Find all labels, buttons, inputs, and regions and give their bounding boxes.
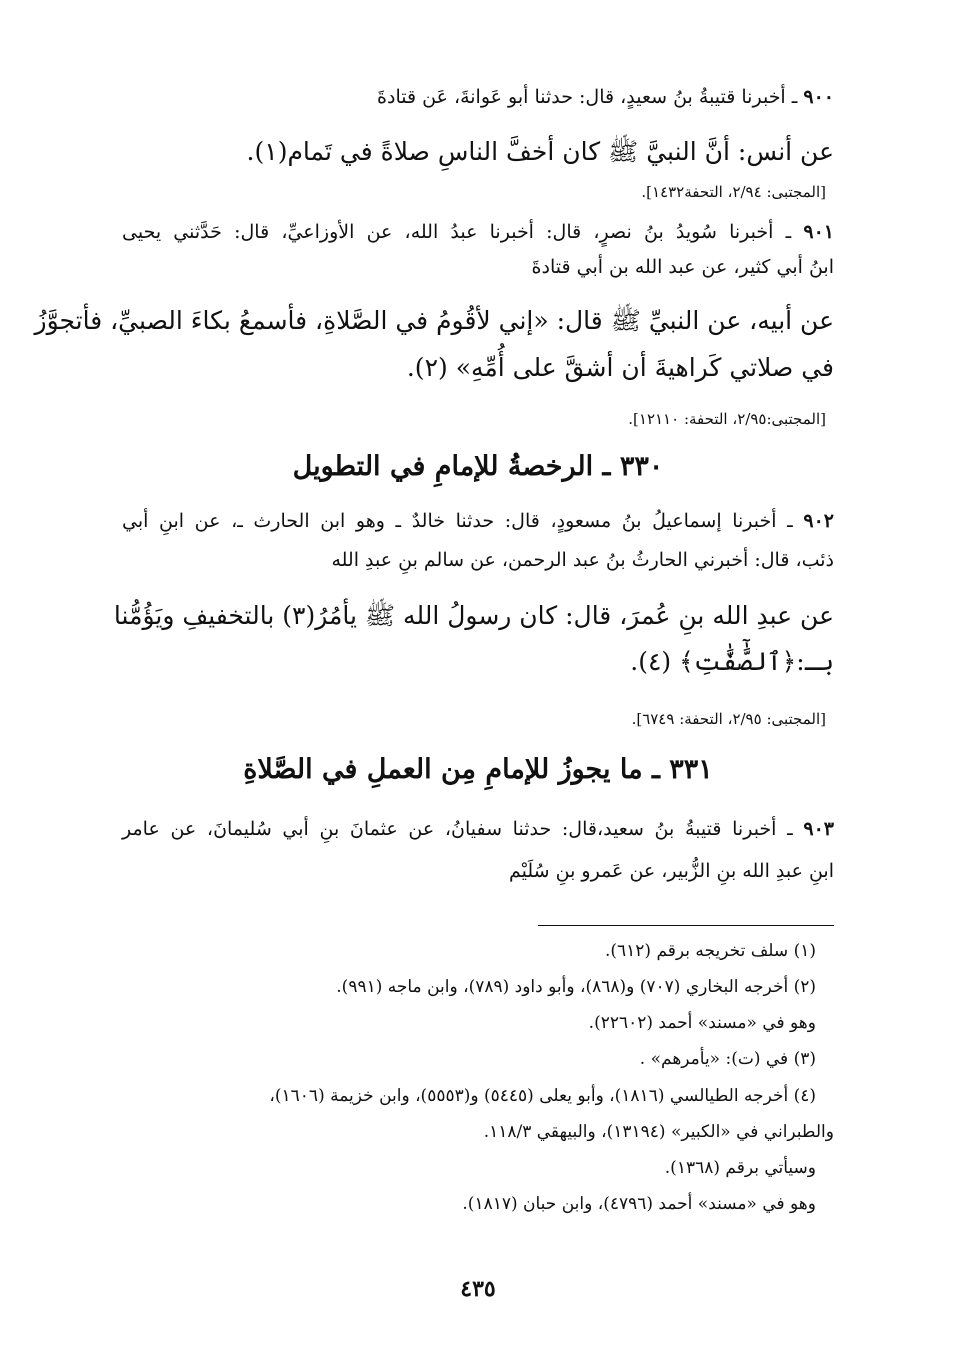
hadith-900-reference: [المجتبى: ٢/٩٤، التحفة١٤٣٢]. [641,183,826,201]
hadith-902-isnad: ٩٠٢ ـ أخبرنا إسماعيلُ بنُ مسعودٍ، قال: حدثنا خالدٌ ـ وهو ابن الحارث ـ، عن ابنِ أبي [122,510,834,532]
hadith-number: ٩٠١ [803,221,834,243]
hadith-900-isnad: ٩٠٠ ـ أخبرنا قتيبةُ بنُ سعيدٍ، قال: حدثنا أبو عَوانةَ، عَن قتادةَ [377,86,834,108]
footnote-4-cont: والطبراني في «الكبير» (١٣١٩٤)، والبيهقي ١١٨/٣. [483,1122,834,1142]
footnote-2: (٢) أخرجه البخاري (٧٠٧) و(٨٦٨)، وأبو داود (٧٨٩)، وابن ماجه (٩٩١). [336,977,816,997]
hadith-903-isnad: ٩٠٣ ـ أخبرنا قتيبةُ بنُ سعيد،قال: حدثنا سفيانُ، عن عثمانَ بنِ أبي سُليمانَ، عن عامر [122,818,834,840]
hadith-901-matn-cont: في صلاتي كَراهيةَ أن أشقَّ على أُمِّهِ» (٢). [406,353,834,382]
chapter-331-heading: ٣٣١ ـ ما يجوزُ للإمامِ مِن العملِ في الصَّلاةِ [243,754,713,785]
hadith-902-matn: عن عبدِ الله بنِ عُمرَ، قال: كان رسولُ الله ﷺ يأمُرُ(٣) بالتخفيفِ ويَؤُمُّنا [113,601,834,630]
hadith-901-reference: [المجتبى:٢/٩٥، التحفة: ١٢١١٠]. [628,410,826,428]
footnote-4-see-also: وسيأتي برقم (١٣٦٨). [664,1158,816,1178]
hadith-number: ٩٠٢ [803,510,834,532]
footnote-2-cont: وهو في «مسند» أحمد (٢٢٦٠٢). [588,1013,816,1033]
footnote-3: (٣) في (ت): «يأمرهم» . [639,1049,816,1069]
hadith-901-isnad: ٩٠١ ـ أخبرنا سُويدُ بنُ نصرٍ، قال: أخبرنا عبدُ الله، عن الأوزاعيِّ، قال: حَدَّثني يحيى [122,221,834,243]
hadith-900-matn: عن أنس: أنَّ النبيَّ ﷺ كان أخفَّ الناسِ صلاةً في تَمام(١). [246,137,834,166]
hadith-902-matn-cont: بـ:﴿ٱلصَّٰٓفَّٰتِ﴾ (٤). [630,647,834,676]
page-number: ٤٣٥ [460,1276,496,1302]
hadith-903-isnad-cont: ابنِ عبدِ الله بنِ الزُّبير، عن عَمرو بنِ سُلَيْم [509,860,834,882]
footnote-4: (٤) أخرجه الطيالسي (١٨١٦)، وأبو يعلى (٥٤٤٥) و(٥٥٥٣)، وابن خزيمة (١٦٠٦)، [269,1086,816,1106]
hadith-number: ٩٠٠ [803,86,834,108]
footnote-1: (١) سلف تخريجه برقم (٦١٢). [604,941,816,961]
hadith-number: ٩٠٣ [803,818,834,840]
hadith-902-reference: [المجتبى: ٢/٩٥، التحفة: ٦٧٤٩]. [631,710,826,728]
chapter-330-heading: ٣٣٠ ـ الرخصةُ للإمامِ في التطويل [292,451,664,482]
hadith-901-isnad-cont: ابنُ أبي كثير، عن عبد الله بن أبي قتادةَ [531,256,834,278]
hadith-902-isnad-cont: ذئب، قال: أخبرني الحارثُ بنُ عبد الرحمن، عن سالم بنِ عبدِ الله [331,549,834,571]
footnote-4-musnad: وهو في «مسند» أحمد (٤٧٩٦)، وابن حبان (١٨١٧). [462,1194,816,1214]
hadith-901-matn: عن أبيه، عن النبيِّ ﷺ قال: «إني لأقُومُ في الصَّلاةِ، فأسمعُ بكاءَ الصبيِّ، فأتجوَّزُ [34,306,834,335]
footnote-separator [538,925,834,926]
